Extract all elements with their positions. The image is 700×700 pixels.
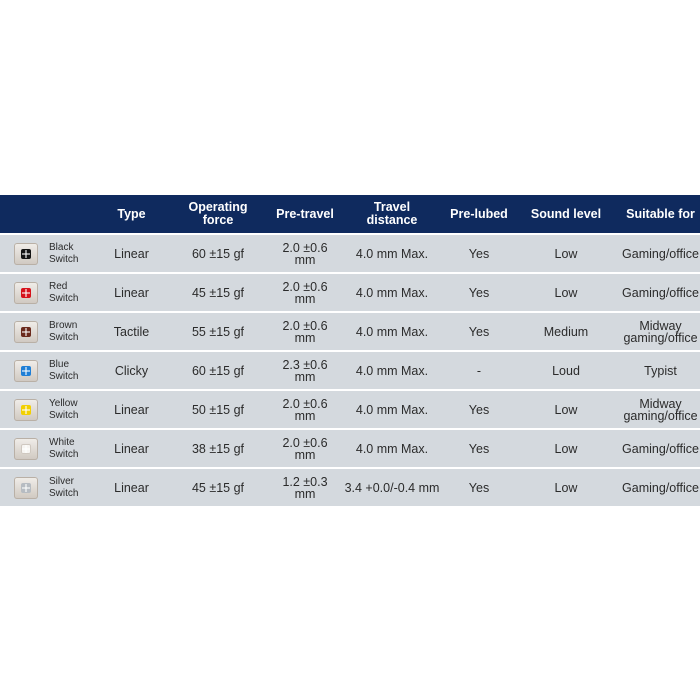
type-cell: Linear	[100, 273, 163, 312]
header-sound-level: Sound level	[511, 195, 621, 234]
header-pre-travel: Pre-travel	[273, 195, 337, 234]
suitable-for-cell: Gaming/office	[621, 468, 700, 506]
operating-force-cell: 55 ±15 gf	[163, 312, 273, 351]
operating-force-cell: 60 ±15 gf	[163, 234, 273, 273]
brown-switch-icon	[13, 319, 39, 345]
pre-travel-cell: 2.3 ±0.6 mm	[273, 351, 337, 390]
table-row	[0, 312, 700, 351]
switch-name: White Switch	[49, 436, 79, 460]
pre-lubed-cell: Yes	[447, 312, 511, 351]
switch-cell	[0, 351, 100, 390]
switch-name: Red Switch	[49, 280, 79, 304]
header-type: Type	[100, 195, 163, 234]
type-cell: Clicky	[100, 351, 163, 390]
travel-distance-cell: 4.0 mm Max.	[337, 390, 447, 429]
pre-lubed-cell: Yes	[447, 234, 511, 273]
type-cell: Linear	[100, 234, 163, 273]
operating-force-cell: 50 ±15 gf	[163, 390, 273, 429]
sound-level-cell: Low	[511, 390, 621, 429]
operating-force-cell: 60 ±15 gf	[163, 351, 273, 390]
operating-force-cell: 45 ±15 gf	[163, 468, 273, 506]
table-row	[0, 234, 700, 273]
blue-switch-icon	[13, 358, 39, 384]
white-switch-icon	[13, 436, 39, 462]
suitable-for-cell: Gaming/office	[621, 273, 700, 312]
yellow-switch-icon	[13, 397, 39, 423]
pre-lubed-cell: Yes	[447, 468, 511, 506]
suitable-for-cell: Gaming/office	[621, 234, 700, 273]
switch-name: Silver Switch	[49, 475, 79, 499]
switch-cell	[0, 273, 100, 312]
switch-spec-table	[0, 195, 700, 506]
pre-travel-cell: 2.0 ±0.6 mm	[273, 312, 337, 351]
pre-travel-cell: 2.0 ±0.6 mm	[273, 234, 337, 273]
travel-distance-cell: 3.4 +0.0/-0.4 mm	[337, 468, 447, 506]
suitable-for-cell: Typist	[621, 351, 700, 390]
switch-name: Black Switch	[49, 241, 79, 265]
switch-cell	[0, 429, 100, 468]
operating-force-cell: 38 ±15 gf	[163, 429, 273, 468]
header-suitable-for: Suitable for	[621, 195, 700, 234]
sound-level-cell: Loud	[511, 351, 621, 390]
travel-distance-cell: 4.0 mm Max.	[337, 234, 447, 273]
header-travel-distance: Travel distance	[337, 195, 447, 234]
header-operating-force: Operating force	[163, 195, 273, 234]
sound-level-cell: Low	[511, 273, 621, 312]
sound-level-cell: Medium	[511, 312, 621, 351]
table-row	[0, 468, 700, 506]
table-row	[0, 390, 700, 429]
sound-level-cell: Low	[511, 468, 621, 506]
sound-level-cell: Low	[511, 234, 621, 273]
travel-distance-cell: 4.0 mm Max.	[337, 429, 447, 468]
suitable-for-cell: Gaming/office	[621, 429, 700, 468]
pre-travel-cell: 1.2 ±0.3 mm	[273, 468, 337, 506]
table-row	[0, 351, 700, 390]
pre-lubed-cell: Yes	[447, 273, 511, 312]
travel-distance-cell: 4.0 mm Max.	[337, 351, 447, 390]
operating-force-cell: 45 ±15 gf	[163, 273, 273, 312]
table-row	[0, 273, 700, 312]
switch-cell	[0, 390, 100, 429]
suitable-for-cell: Midway gaming/office	[621, 390, 700, 429]
switch-cell	[0, 234, 100, 273]
pre-lubed-cell: -	[447, 351, 511, 390]
pre-lubed-cell: Yes	[447, 390, 511, 429]
switch-name: Blue Switch	[49, 358, 79, 382]
header-row	[0, 195, 700, 234]
pre-travel-cell: 2.0 ±0.6 mm	[273, 390, 337, 429]
header-pre-lubed: Pre-lubed	[447, 195, 511, 234]
pre-travel-cell: 2.0 ±0.6 mm	[273, 273, 337, 312]
header-switch	[0, 195, 100, 234]
suitable-for-cell: Midway gaming/office	[621, 312, 700, 351]
switch-cell	[0, 312, 100, 351]
type-cell: Linear	[100, 390, 163, 429]
travel-distance-cell: 4.0 mm Max.	[337, 273, 447, 312]
switch-name: Yellow Switch	[49, 397, 79, 421]
type-cell: Linear	[100, 468, 163, 506]
silver-switch-icon	[13, 475, 39, 501]
switch-cell	[0, 468, 100, 506]
black-switch-icon	[13, 241, 39, 267]
switch-name: Brown Switch	[49, 319, 79, 343]
table-row	[0, 429, 700, 468]
type-cell: Linear	[100, 429, 163, 468]
pre-travel-cell: 2.0 ±0.6 mm	[273, 429, 337, 468]
red-switch-icon	[13, 280, 39, 306]
pre-lubed-cell: Yes	[447, 429, 511, 468]
sound-level-cell: Low	[511, 429, 621, 468]
type-cell: Tactile	[100, 312, 163, 351]
travel-distance-cell: 4.0 mm Max.	[337, 312, 447, 351]
